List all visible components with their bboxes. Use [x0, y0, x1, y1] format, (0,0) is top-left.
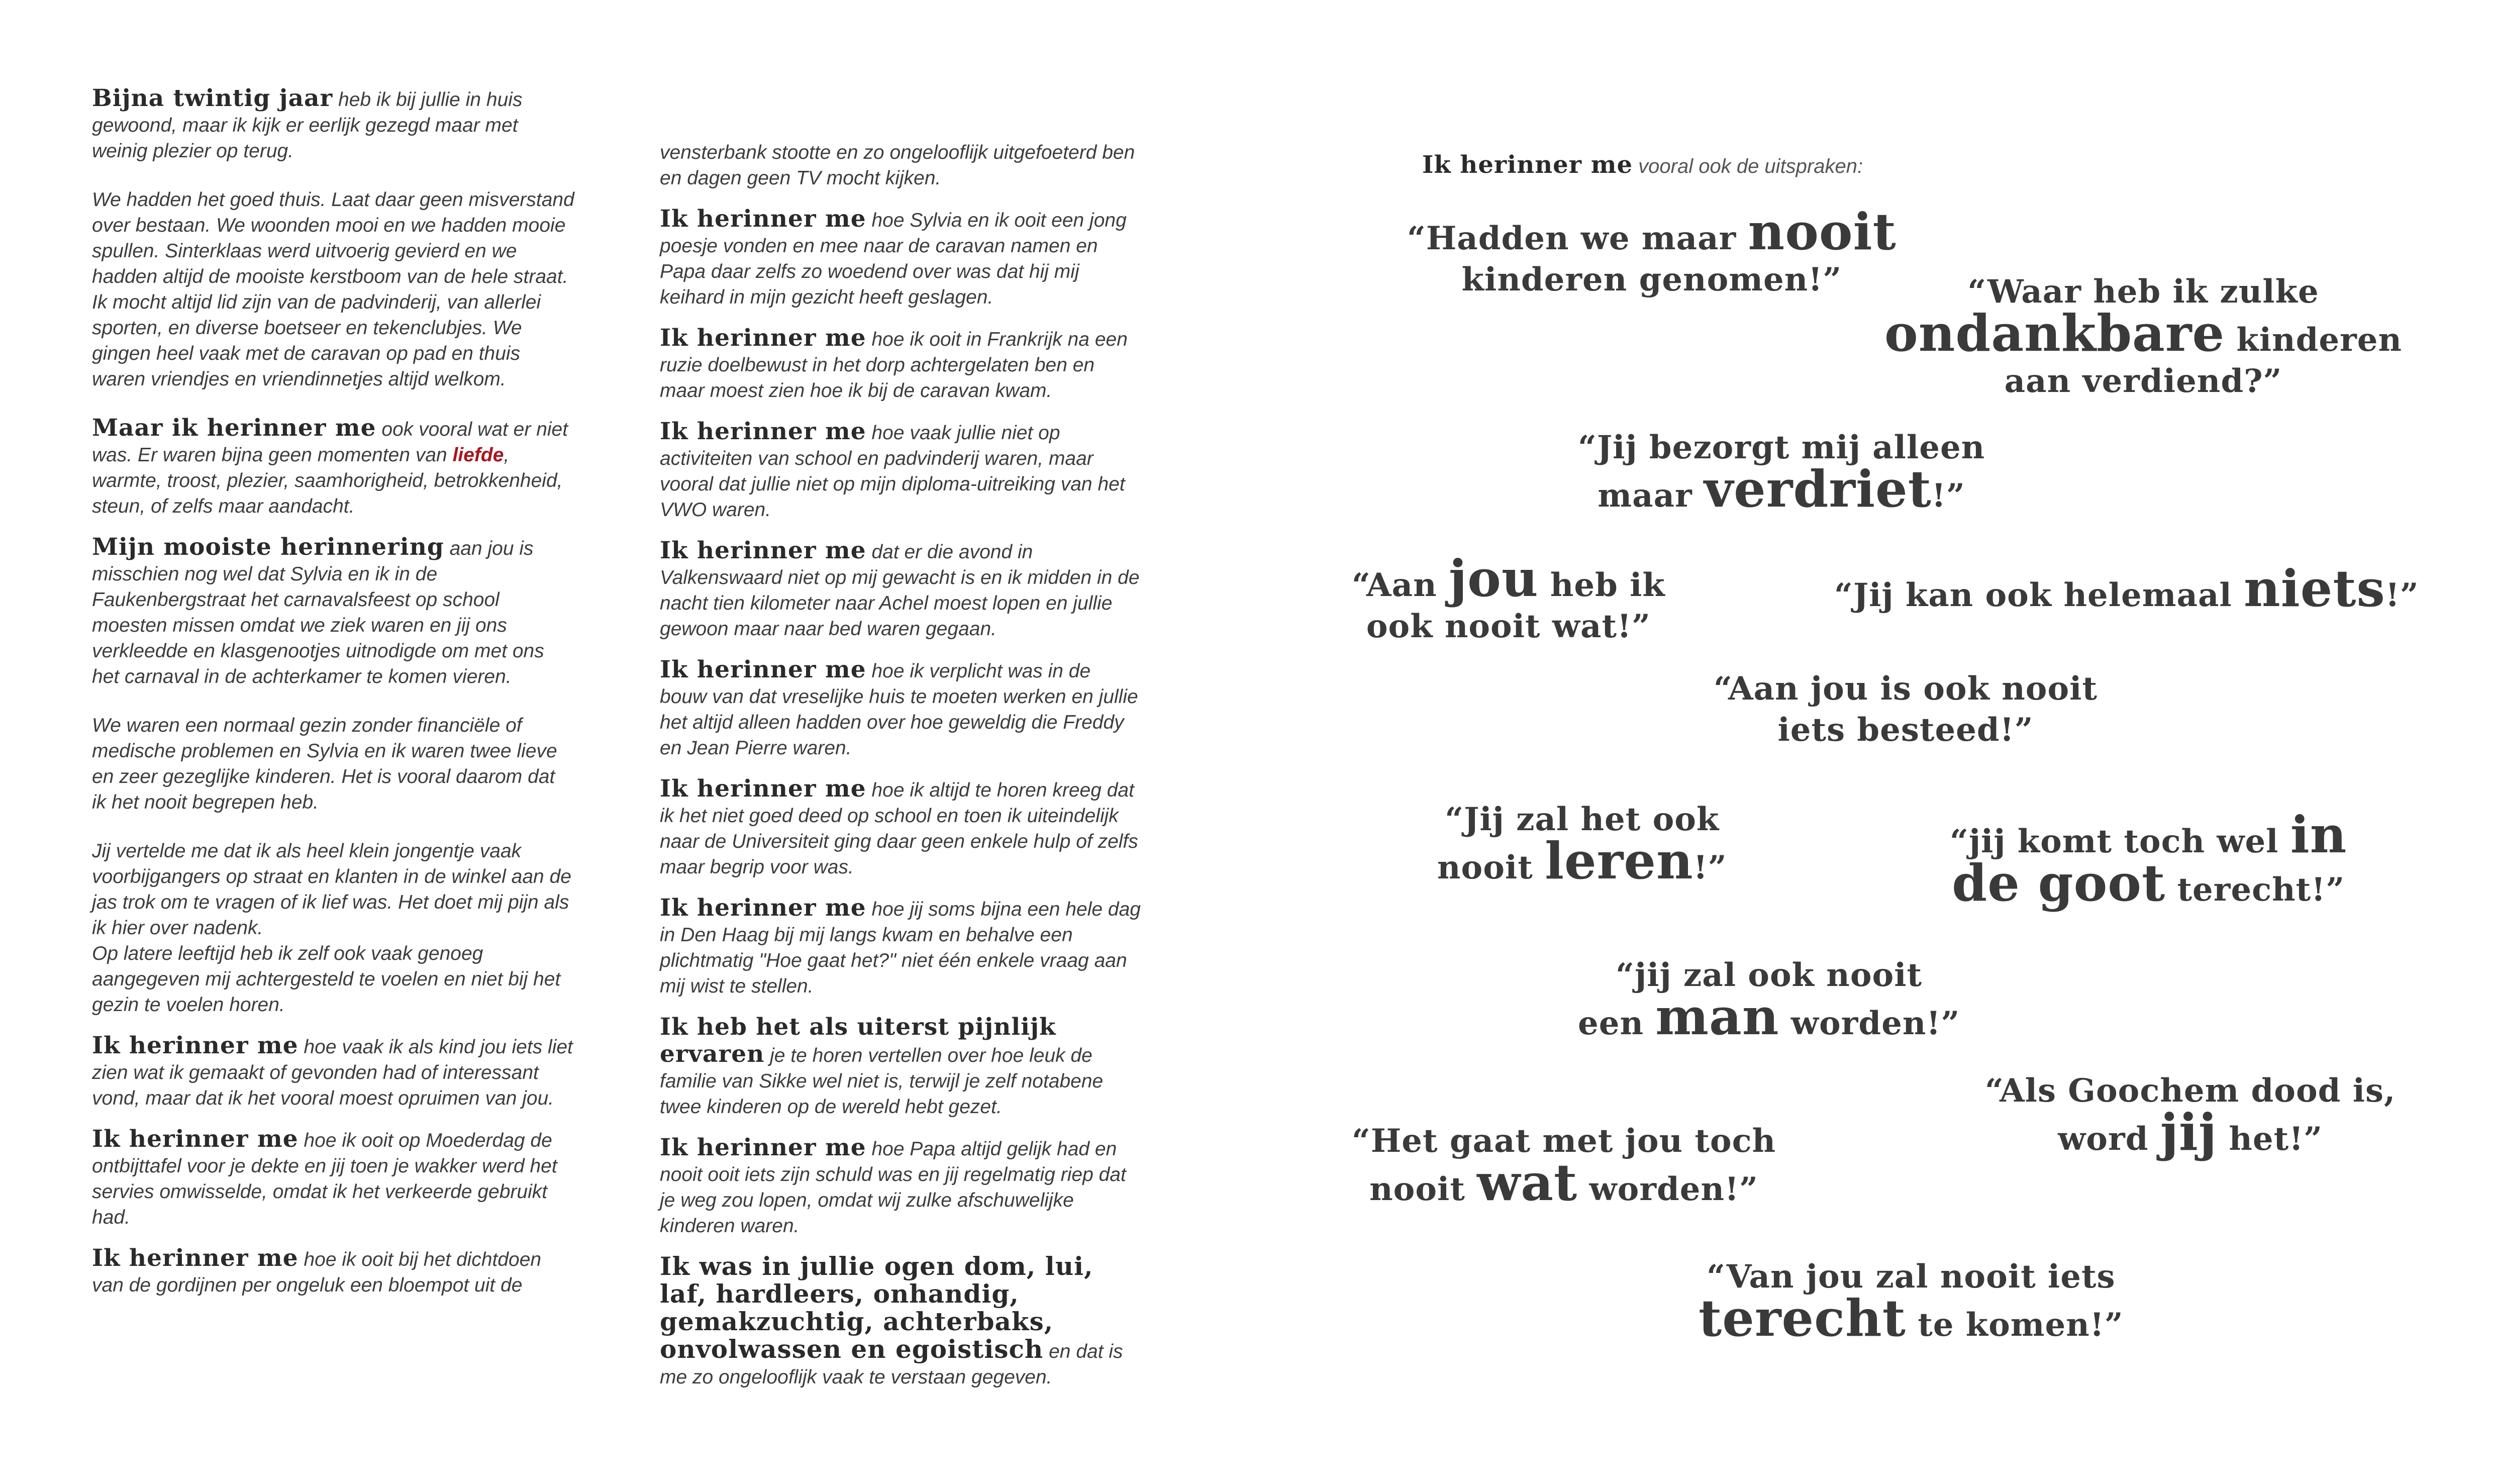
- paragraph-text: dat er die avond in Valkenswaard niet op mij gewacht is en ik midden in de nacht tien kilometer naar Achel moest lopen en jullie gewoon maar naar bed waren gegaan.: [660, 541, 1140, 640]
- lead-phrase: Ik herinner me: [1422, 151, 1633, 179]
- quote-text: !”: [1931, 477, 1965, 515]
- lead-phrase: Ik herinner me: [660, 775, 866, 803]
- quote-text: te komen!”: [1906, 1306, 2124, 1344]
- quote-text: terecht!”: [2165, 871, 2345, 909]
- paragraph: [92, 1126, 574, 1230]
- quote-emphasis: terecht: [1699, 1289, 1906, 1348]
- paragraph-text: Op latere leeftijd heb ik zelf ook vaak genoeg aangegeven mij achtergesteld te voelen en niet bij het gezin te voelen horen.: [92, 943, 561, 1016]
- highlight-word: liefde: [452, 444, 504, 466]
- paragraph-text: We hadden het goed thuis. Laat daar geen misverstand over bestaan. We woonden mooi en we hadden mooie spullen. Sinterklaas werd uitvoerig gevierd en we hadden altijd de mooiste kerstboom van de hele straat. Ik mocht altijd lid zijn van de padvinderij, van allerlei sporten, en diverse boetseer en tekenclubjes. We gingen heel vaak met de caravan op pad en thuis waren vriendjes en vriendinnetjes altijd welkom.: [92, 189, 574, 390]
- quote-emphasis: jou: [1448, 549, 1539, 608]
- quote-text: heb ik: [1538, 566, 1665, 604]
- quotes-page: [1286, 0, 2493, 1484]
- quote: [1578, 427, 1985, 517]
- paragraph-text: hoe vaak ik als kind jou iets liet zien wat ik gemaakt of gevonden had of interessant vond, maar dat ik het vooral moest opruimen van jou.: [92, 1036, 573, 1109]
- paragraph: [92, 713, 574, 815]
- quote-emphasis: wat: [1477, 1153, 1578, 1212]
- quote-emphasis: verdriet: [1704, 459, 1932, 519]
- quote-text: “Hadden we maar: [1407, 220, 1748, 257]
- quote-emphasis: ondankbare: [1884, 304, 2225, 363]
- quote-text: worden!”: [1577, 1170, 1758, 1208]
- quote-text: een: [1578, 1005, 1656, 1042]
- paragraph-text: je te horen vertellen over hoe leuk de familie van Sikke wel niet is, terwijl je zelf notabene twee kinderen op de wereld hebt gezet.: [660, 1045, 1104, 1118]
- paragraph: [92, 415, 574, 519]
- quote-text: maar: [1598, 477, 1705, 515]
- quote-text: “Jij bezorgt mij alleen: [1578, 429, 1985, 466]
- paragraph-text: ook vooral wat er niet was. Er waren bijna geen momenten van: [92, 419, 568, 466]
- quote: [1699, 1256, 2124, 1346]
- paragraph-text: hoe ik ooit bij het dichtdoen van de gordijnen per ongeluk een bloempot uit de: [92, 1249, 542, 1296]
- paragraph: [660, 419, 1142, 523]
- quote-text: “jij zal ook nooit: [1616, 956, 1923, 994]
- quote: [1407, 202, 1897, 301]
- lead-phrase: Ik was in jullie ogen dom, lui, laf, hardleers, onhandig, gemakzuchtig, achterbaks, onvolwassen en egoistisch: [660, 1251, 1093, 1364]
- quote-text: nooit: [1369, 1170, 1477, 1208]
- paragraph-text: hoe ik ooit op Moederdag de ontbijttafel voor je dekte en jij toen je wakker werd het servies omwisselde, omdat ik het verkeerde gebruikt had.: [92, 1130, 557, 1228]
- quote-text: “Als Goochem dood is,: [1985, 1072, 2396, 1110]
- paragraph: [660, 325, 1142, 404]
- paragraph: [660, 657, 1142, 761]
- paragraph: [660, 1135, 1142, 1239]
- quote-emphasis: niets: [2244, 559, 2385, 618]
- quote-emphasis: man: [1655, 987, 1779, 1046]
- lead-phrase: Ik herinner me: [660, 894, 866, 922]
- lead-phrase: Ik herinner me: [92, 1244, 298, 1272]
- paragraph-text: Jij vertelde me dat ik als heel klein jongentje vaak voorbijgangers op straat en klanten in de winkel aan de jas trok om te vragen of ik lief was. Het doet mij pijn als ik hier over nadenk.: [92, 840, 571, 939]
- paragraph-text: aan jou is misschien nog wel dat Sylvia en ik in de Faukenbergstraat het carnavalsfeest op school moesten missen omdat we ziek waren en jij ons verkleedde en klasgenootjes uitnodigde om met ons het carnaval in de achterkamer te komen vieren.: [92, 538, 544, 687]
- quote: [1352, 549, 1665, 647]
- lead-phrase: Ik herinner me: [660, 1134, 866, 1161]
- quote: [1834, 559, 2419, 618]
- quote-text: iets besteed!”: [1777, 711, 2034, 749]
- paragraph-text: heb ik bij jullie in huis gewoond, maar ik kijk er eerlijk gezegd maar met weinig plezier op terug.: [92, 89, 523, 162]
- lead-phrase: Bijna twintig jaar: [92, 84, 333, 112]
- quote-text: “Het gaat met jou toch: [1352, 1122, 1776, 1160]
- quote-text: “Waar heb ik zulke: [1967, 273, 2319, 311]
- lead-phrase: Ik herinner me: [92, 1125, 298, 1153]
- quote: [1714, 668, 2098, 751]
- lead-phrase: Ik herinner me: [660, 537, 866, 564]
- lead-phrase: Ik herinner me: [660, 324, 866, 352]
- quote-emphasis: jij: [2160, 1103, 2218, 1162]
- paragraph-text: hoe Sylvia en ik ooit een jong poesje vonden en mee naar de caravan namen en Papa daar zelfs zo woedend over was dat hij mij keihard in mijn gezicht heeft geslagen.: [660, 210, 1127, 308]
- quote-emphasis: nooit: [1748, 202, 1897, 261]
- lead-phrase: Maar ik herinner me: [92, 414, 376, 442]
- quote-text: ook nooit wat!”: [1366, 608, 1651, 645]
- quote-text: “Aan: [1352, 566, 1449, 604]
- lead-phrase: Mijn mooiste herinnering: [92, 533, 444, 561]
- paragraph: [92, 1245, 574, 1298]
- quote-text: kinderen genomen!”: [1461, 261, 1842, 299]
- paragraph-text: vensterbank stootte en zo ongelooflijk uitgefoeterd ben en dagen geen TV mocht kijken.: [660, 142, 1135, 189]
- quote-text: word: [2058, 1120, 2160, 1158]
- quotes-intro: [1422, 151, 1863, 179]
- quote-text: nooit: [1437, 849, 1545, 886]
- paragraph-text: hoe ik ooit in Frankrijk na een ruzie doelbewust in het dorp achtergelaten ben en maar moest zien hoe ik bij de caravan kwam.: [660, 329, 1128, 402]
- paragraph: [92, 534, 574, 689]
- quote-emphasis: de goot: [1952, 853, 2166, 913]
- paragraph: [660, 206, 1142, 310]
- paragraph: [92, 1033, 574, 1111]
- paragraph-text: hoe ik verplicht was in de bouw van dat vreselijke huis te moeten werken en jullie het altijd alleen hadden over hoe geweldig die Freddy en Jean Pierre waren.: [660, 660, 1138, 759]
- quote-emphasis: leren: [1545, 831, 1693, 891]
- paragraph: [660, 776, 1142, 880]
- paragraph-text: , warmte, troost, plezier, saamhorigheid, betrokkenheid, steun, of zelfs maar aandacht.: [92, 444, 563, 517]
- paragraph: [660, 538, 1142, 642]
- lead-phrase: Ik herinner me: [660, 418, 866, 445]
- paragraph-text: hoe jij soms bijna een hele dag in Den Haag bij mij langs kwam en behalve een plichtmatig "Hoe gaat het?" niet één enkele vraag aan mij wist te stellen.: [660, 899, 1141, 997]
- paragraph-text: We waren een normaal gezin zonder financiële of medische problemen en Sylvia en ik waren twee lieve en zeer gezeglijke kinderen. Het is vooral daarom dat ik het nooit begrepen heb.: [92, 715, 557, 813]
- paragraph: [92, 838, 574, 1018]
- quote: [1437, 799, 1727, 891]
- paragraph: [660, 140, 1142, 191]
- quote-text: “Jij zal het ook: [1445, 801, 1720, 838]
- quote: [1985, 1070, 2396, 1160]
- quote-text: kinderen: [2225, 321, 2403, 359]
- left-column: [92, 85, 574, 1313]
- paragraph: [660, 1251, 1142, 1390]
- quote: [1578, 955, 1960, 1044]
- quote: [1950, 805, 2347, 913]
- quote-text: “jij komt toch wel: [1950, 823, 2290, 860]
- paragraph-text: vooral ook de uitspraken:: [1633, 155, 1863, 177]
- paragraph: [660, 1014, 1142, 1120]
- middle-column: [660, 140, 1142, 1405]
- paragraph: [660, 895, 1142, 999]
- quote-emphasis: in: [2290, 805, 2347, 864]
- quote-text: het!”: [2217, 1120, 2323, 1158]
- quote-text: “Aan jou is ook nooit: [1714, 670, 2098, 708]
- lead-phrase: Ik heb het als uiterst pijnlijk ervaren: [660, 1013, 1056, 1068]
- quote-text: “Jij kan ook helemaal: [1834, 576, 2244, 614]
- quote-text: worden!”: [1779, 1005, 1960, 1042]
- paragraph-text: hoe ik altijd te horen kreeg dat ik het niet goed deed op school en toen ik uiteindelijk naar de Universiteit ging daar geen enkele hulp of zelfs maar begrip voor was.: [660, 779, 1138, 878]
- quote-text: !”: [1693, 849, 1727, 886]
- quote-text: aan verdiend?”: [2004, 362, 2282, 400]
- quote-text: “Van jou zal nooit iets: [1707, 1258, 2116, 1296]
- lead-phrase: Ik herinner me: [92, 1032, 298, 1059]
- paragraph-text: en dat is me zo ongelooflijk vaak te verstaan gegeven.: [660, 1341, 1123, 1388]
- paragraph: [92, 187, 574, 392]
- paragraph-text: hoe vaak jullie niet op activiteiten van school en padvinderij waren, maar vooral dat jullie niet op mijn diploma-uitreiking van het VWO waren.: [660, 422, 1125, 521]
- paragraph: [92, 85, 574, 164]
- quote: [1352, 1121, 1776, 1210]
- paragraph-text: hoe Papa altijd gelijk had en nooit ooit iets zijn schuld was en jij regelmatig riep dat je weg zou lopen, omdat wij zulke afschuwelijke kinderen waren.: [660, 1138, 1126, 1237]
- lead-phrase: Ik herinner me: [660, 205, 866, 233]
- quote: [1884, 271, 2402, 402]
- quote-text: !”: [2385, 576, 2419, 614]
- lead-phrase: Ik herinner me: [660, 656, 866, 683]
